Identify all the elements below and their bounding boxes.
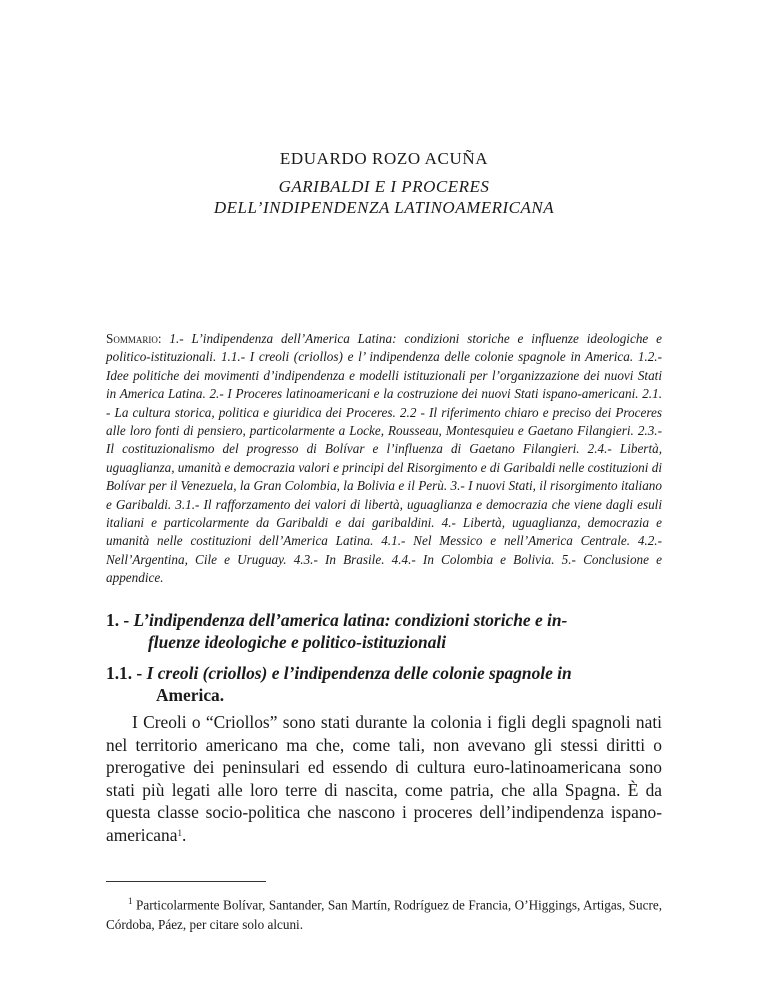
- footnote: [106, 891, 662, 935]
- body-paragraph: [106, 711, 662, 847]
- subsection-heading-1-1: [106, 662, 662, 706]
- subsection-number: 1.1. -: [106, 663, 143, 683]
- footnote-reference[interactable]: 1: [177, 827, 182, 838]
- subsection-title-line-2: America.: [156, 685, 225, 705]
- footnote-text: Particolarmente Bolívar, Santander, San Martín, Rodríguez de Francia, O’Higgings, Artigas, Sucre, Córdoba, Páez, per citare solo alcuni.: [106, 897, 662, 933]
- summary-text: 1.- L’indipendenza dell’America Latina: condizioni storiche e influenze ideologiche e politico-istituzionali. 1.1.- I creoli (criollos) e l’ indipendenza delle colonie spagnole in America. 1.2.- Idee politiche dei movimenti d’indipendenza e modelli istituzionali per l’organizzazione dei nuovi Stati in America Latina. 2.- I Proceres latinoamericani e la costruzione dei nuovi Stati ispano-americani. 2.1. - La cultura storica, politica e giuridica dei Proceres. 2.2 - Il riferimento chiaro e preciso dei Proceres alle loro fonti di pensiero, particolarmente a Locke, Rousseau, Montesquieu e Gaetano Filangieri. 2.3.- Il costituzionalismo del progresso di Bolívar e l’influenza di Gaetano Filangieri. 2.4.- Libertà, uguaglianza, umanità e democrazia valori e principi del Risorgimento e di Garibaldi nelle costituzioni di Bolívar per il Venezuela, la Gran Colombia, la Bolivia e il Perù. 3.- I nuovi Stati, il risorgimento italiano e Garibaldi. 3.1.- Il rafforzamento dei valori di libertà, uguaglianza e democrazia che viene dagli esuli italiani e particolarmente da Garibaldi e dai garibaldini. 4.- Libertà, uguaglianza, democrazia e umanità nelle costituzioni dell’America Latina. 4.1.- Nel Messico e nell’America Centrale. 4.2.- Nell’Argentina, Cile e Uruguay. 4.3.- In Brasile. 4.4.- In Colombia e Bolivia. 5.- Conclusione e appendice.: [106, 331, 662, 586]
- footnote-number: 1: [128, 896, 133, 906]
- section-title-line-2: fluenze ideologiche e politico-istituzionali: [148, 632, 447, 652]
- section-heading-1: [106, 609, 662, 653]
- author-name: EDUARDO ROZO ACUÑA: [279, 149, 489, 168]
- paragraph-end: .: [181, 824, 187, 845]
- section-title-line-1: L’indipendenza dell’america latina: condizioni storiche e in-: [133, 610, 568, 630]
- title-line-1: GARIBALDI E I PROCERES: [278, 177, 490, 196]
- title-line-2: DELL’INDIPENDENZA LATINOAMERICANA: [213, 198, 555, 217]
- summary-label: Sommario:: [106, 331, 162, 346]
- summary-abstract: [106, 330, 662, 588]
- section-number: 1. -: [106, 610, 130, 630]
- article-title: [0, 176, 768, 218]
- footnote-divider: [106, 881, 266, 882]
- paragraph-text: I Creoli o “Criollos” sono stati durante la colonia i figli degli spagnoli nati nel territorio americano ma che, come tali, non avevano gli stessi diritti o prerogative dei peninsulari ed essendo di cultura euro-latinoamericana sono stati più legati alle loro terre di nascita, come patria, che alla Spagna. È da questa classe socio-politica che nascono i proceres dell’indipendenza ispano-americana: [106, 712, 662, 845]
- subsection-title-line-1: I creoli (criollos) e l’indipendenza delle colonie spagnole in: [146, 663, 572, 683]
